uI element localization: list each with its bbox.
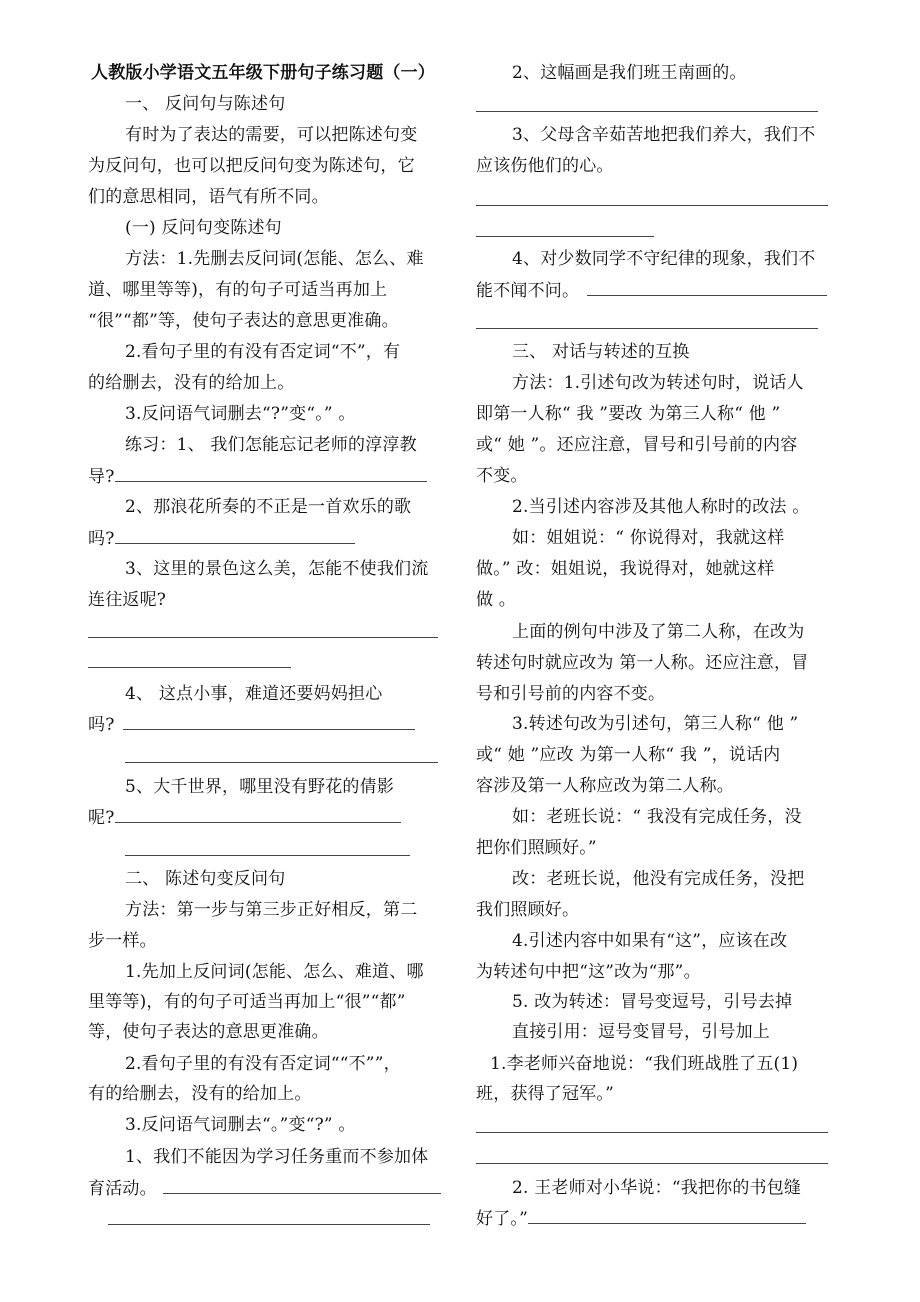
exercise-4-line-2: 吗?: [88, 713, 415, 736]
method-2-line-2: 的给删去，没有的给加上。: [88, 373, 295, 393]
answer-line[interactable]: [476, 1132, 828, 1133]
method-23-line-2: 有的给删去，没有的给加上。: [88, 1084, 312, 1104]
question-2-line-1: 2. 王老师对小华说：“我把你的书包缝: [512, 1178, 802, 1198]
method-23-line-1: 2.看句子里的有没有否定词““不””，: [125, 1054, 401, 1074]
method-24: 3.反问语气词删去“。”变“?” 。: [125, 1115, 356, 1135]
exercise-21-line-1: 1、我们不能因为学习任务重而不参加体: [125, 1147, 429, 1167]
exercise-2-line-2: 吗?: [88, 527, 355, 550]
rule-4-line-3: 号和引号前的内容不变。: [476, 684, 666, 704]
rule-1-line-4: 不变。: [476, 466, 528, 486]
rule-4-line-2: 转述句时就应改为 第一人称。还应注意，冒: [476, 653, 809, 673]
rule-3-line-2: 做。” 改：姐姐说，我说得对，她就这样: [476, 559, 775, 579]
rule-7-line-1: 改：老班长说，他没有完成任务，没把: [512, 869, 805, 889]
exercise-23-line-2: 应该伤他们的心。: [476, 156, 614, 176]
rule-3-line-3: 做 。: [476, 590, 517, 610]
page-title: 人教版小学语文五年级下册句子练习题（一）: [91, 63, 435, 83]
rule-6-line-2: 把你们照顾好。”: [476, 838, 597, 858]
method-22-line-3: 等，使句子表达的意思更准确。: [88, 1022, 329, 1042]
method-2-line-1: 2.看句子里的有没有否定词“不”，有: [125, 342, 401, 362]
answer-blank[interactable]: [528, 1207, 806, 1224]
intro-line-2: 为反问句，也可以把反问句变为陈述句，它: [88, 156, 415, 176]
answer-blank[interactable]: [587, 279, 827, 296]
method-22-line-2: 里等等)，有的句子可适当再加上“很”“都”: [88, 992, 406, 1012]
method-22-line-1: 1.先加上反问词(怎能、怎么、难道、哪: [125, 962, 424, 982]
rule-1-line-2: 即第一人称“ 我 ”要改 为第三人称“ 他 ”: [476, 404, 781, 424]
question-1-line-1: 1.李老师兴奋地说：“我们班战胜了五(1): [490, 1054, 799, 1074]
answer-blank[interactable]: [115, 465, 427, 482]
answer-blank[interactable]: [163, 1177, 441, 1194]
exercise-3-line-1: 3、这里的景色这么美，怎能不使我们流: [125, 559, 429, 579]
exercise-23-line-1: 3、父母含辛茹苦地把我们养大，我们不: [512, 125, 816, 145]
exercise-1-line-2: 导?: [88, 465, 427, 488]
answer-line[interactable]: [88, 637, 438, 638]
rule-5-line-2: 或“ 她 ”应改 为第一人称“ 我 ”，说话内: [476, 745, 781, 765]
exercise-21-line-2: 育活动。: [88, 1177, 441, 1200]
rule-4-line-1: 上面的例句中涉及了第二人称，在改为: [512, 622, 805, 642]
rule-6-line-1: 如：老班长说：“ 我没有完成任务，没: [512, 807, 802, 827]
question-1-line-2: 班，获得了冠军。”: [476, 1084, 614, 1104]
rule-5-line-1: 3.转述句改为引述句，第三人称“ 他 ”: [512, 714, 799, 734]
intro-line-3: 们的意思相同，语气有所不同。: [88, 187, 329, 207]
section-1-heading: 一、 反问句与陈述句: [125, 94, 286, 114]
exercise-24-line-1: 4、对少数同学不守纪律的现象，我们不: [512, 249, 816, 269]
section-2-heading: 二、 陈述句变反问句: [125, 869, 286, 889]
exercise-1-line-1: 练习：1、 我们怎能忘记老师的淳淳教: [125, 435, 417, 455]
answer-line[interactable]: [125, 762, 438, 763]
exercise-4-line-1: 4、 这点小事，难道还要妈妈担心: [125, 684, 383, 704]
answer-blank[interactable]: [115, 806, 401, 823]
answer-line[interactable]: [125, 855, 410, 856]
method-1-line-1: 方法：1.先删去反问词(怎能、怎么、难: [125, 249, 424, 269]
answer-line[interactable]: [88, 667, 291, 668]
method-1-line-3: “很”“都”等，使句子表达的意思更准确。: [88, 311, 399, 331]
answer-line[interactable]: [476, 205, 828, 206]
rule-2: 2.当引述内容涉及其他人称时的改法 。: [512, 497, 810, 517]
section-3-heading: 三、 对话与转述的互换: [512, 342, 690, 362]
question-2-line-2: 好了。”: [476, 1207, 806, 1230]
answer-blank[interactable]: [115, 527, 355, 544]
rule-5-line-3: 容涉及第一人称应改为第二人称。: [476, 776, 734, 796]
rule-1-line-1: 方法：1.引述句改为转述句时，说话人: [512, 373, 804, 393]
answer-line[interactable]: [476, 111, 818, 112]
answer-line[interactable]: [476, 328, 818, 329]
intro-line-1: 有时为了表达的需要，可以把陈述句变: [125, 125, 418, 145]
method-21-line-2: 步一样。: [88, 931, 157, 951]
exercise-5-line-1: 5、大千世界，哪里没有野花的倩影: [125, 777, 395, 797]
rule-10: 直接引用：逗号变冒号，引号加上: [512, 1022, 770, 1042]
rule-7-line-2: 我们照顾好。: [476, 900, 580, 920]
exercise-3-line-2: 连往返呢?: [88, 590, 167, 610]
subsection-1-heading: (一) 反问句变陈述句: [125, 218, 282, 238]
exercise-2-line-1: 2、那浪花所奏的不正是一首欢乐的歌: [125, 497, 412, 517]
rule-1-line-3: 或“ 她 ”。还应注意，冒号和引号前的内容: [476, 435, 798, 455]
method-3: 3.反问语气词删去“?”变“。” 。: [125, 404, 356, 424]
answer-line[interactable]: [476, 236, 654, 237]
exercise-22: 2、这幅画是我们班王南画的。: [512, 63, 747, 83]
answer-line[interactable]: [108, 1224, 430, 1225]
rule-8-line-1: 4.引述内容中如果有“这”，应该在改: [512, 931, 788, 951]
method-21-line-1: 方法：第一步与第三步正好相反，第二: [125, 900, 418, 920]
rule-9: 5. 改为转述：冒号变逗号，引号去掉: [512, 992, 793, 1012]
method-1-line-2: 道、哪里等等)，有的句子可适当再加上: [88, 280, 388, 300]
rule-3-line-1: 如：姐姐说：“ 你说得对，我就这样: [512, 528, 785, 548]
exercise-24-line-2: 能不闻不问。: [476, 279, 827, 302]
rule-8-line-2: 为转述句中把“这”改为“那”。: [476, 962, 701, 982]
answer-line[interactable]: [476, 1163, 828, 1164]
exercise-5-line-2: 呢?: [88, 806, 401, 829]
answer-blank[interactable]: [123, 713, 415, 730]
